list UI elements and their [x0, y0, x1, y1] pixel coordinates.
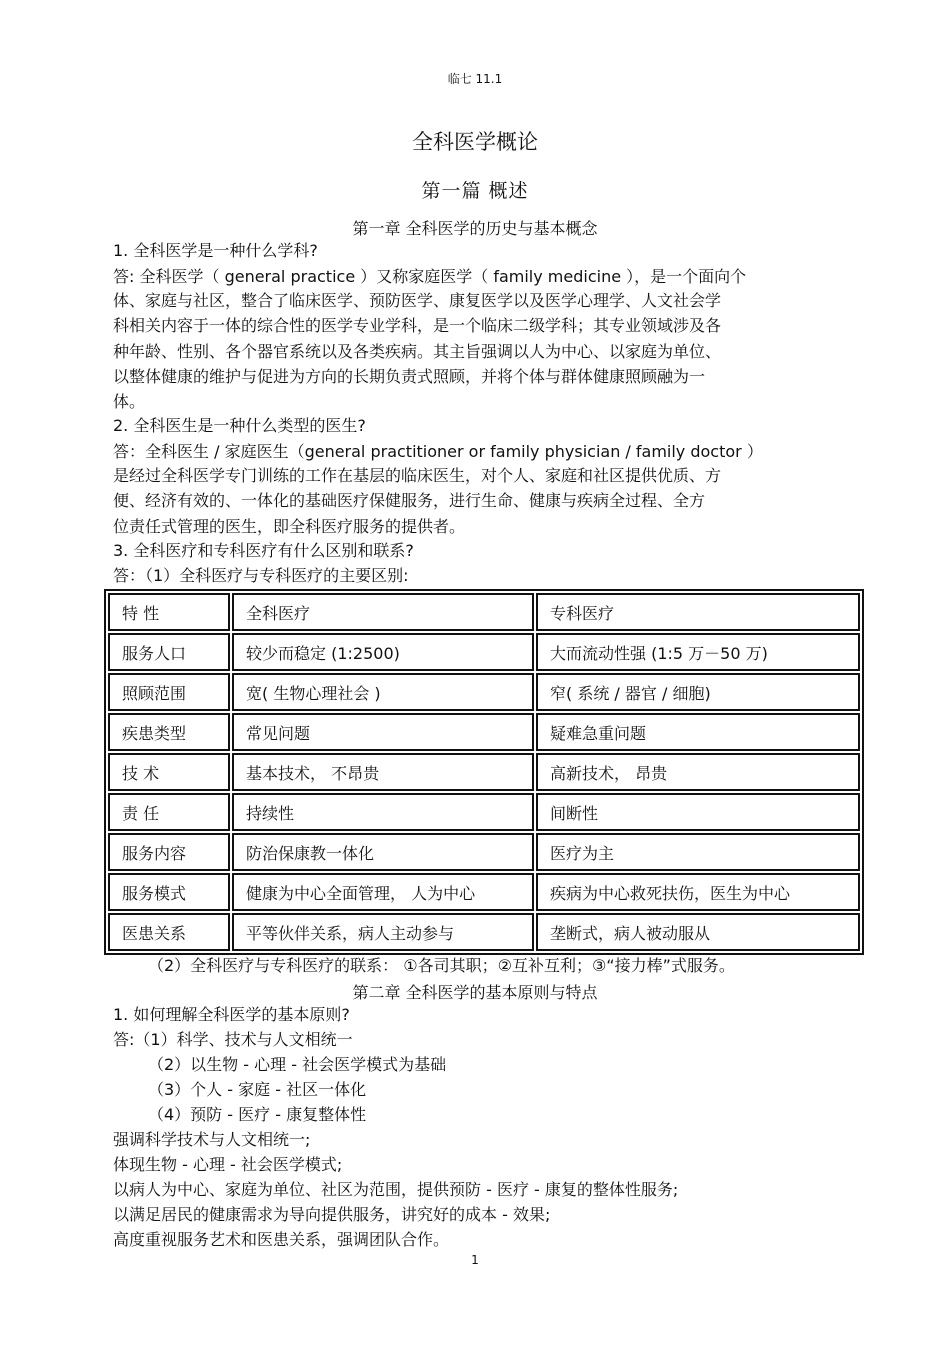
table-cell: 疑难急重问题 [536, 713, 860, 751]
answer-1-line: 体、家庭与社区，整合了临床医学、预防医学、康复医学以及医学心理学、人文社会学 [113, 291, 722, 310]
table-row [108, 673, 860, 711]
answer-1-line: 科相关内容于一体的综合性的医学专业学科，是一个临床二级学科；其专业领域涉及各 [113, 316, 722, 335]
answer-1-line: 种年龄、性别、各个器官系统以及各类疾病。其主旨强调以人为中心、以家庭为单位、 [113, 342, 722, 361]
question-2: 2. 全科医生是一种什么类型的医生? [113, 416, 366, 435]
table-cell: 间断性 [536, 793, 860, 831]
document-title: 全科医学概论 [412, 130, 538, 154]
table-header-cell: 特 性 [108, 593, 230, 631]
table-cell: 疾病为中心救死扶伤，医生为中心 [536, 873, 860, 911]
table-cell: 大而流动性强 (1:5 万－50 万) [536, 633, 860, 671]
table-cell: 高新技术， 昂贵 [536, 753, 860, 791]
table-cell: 平等伙伴关系，病人主动参与 [232, 913, 534, 951]
table-cell: 窄( 系统 / 器官 / 细胞) [536, 673, 860, 711]
answer-4-item: （3）个人 - 家庭 - 社区一体化 [148, 1080, 367, 1099]
table-row [108, 753, 860, 791]
table-cell: 医疗为主 [536, 833, 860, 871]
table-cell: 常见问题 [232, 713, 534, 751]
comparison-table [104, 589, 864, 955]
table-header-row [108, 593, 860, 631]
table-row [108, 913, 860, 951]
page-header: 临七 11.1 [447, 72, 503, 86]
answer-1-line: 体。 [113, 392, 146, 411]
table-cell: 持续性 [232, 793, 534, 831]
table-cell: 技 术 [108, 753, 230, 791]
table-cell: 医患关系 [108, 913, 230, 951]
answer-1-line: 以整体健康的维护与促进为方向的长期负责式照顾，并将个体与群体健康照顾融为一 [113, 367, 706, 386]
answer-4-note: 以满足居民的健康需求为导向提供服务，讲究好的成本 - 效果; [113, 1205, 551, 1224]
answer-2-line: 是经过全科医学专门训练的工作在基层的临床医生，对个人、家庭和社区提供优质、方 [113, 466, 722, 485]
table-cell: 服务内容 [108, 833, 230, 871]
table-header-cell: 专科医疗 [536, 593, 860, 631]
table-row [108, 793, 860, 831]
table-cell: 垄断式，病人被动服从 [536, 913, 860, 951]
table-header-cell: 全科医疗 [232, 593, 534, 631]
answer-2-line: 便、经济有效的、一体化的基础医疗保健服务，进行生命、健康与疾病全过程、全方 [113, 491, 706, 510]
table-cell: 照顾范围 [108, 673, 230, 711]
answer-1-line: 答: 全科医学（ general practice ）又称家庭医学（ family medicine ），是一个面向个 [113, 267, 747, 286]
answer-4-item: （4）预防 - 医疗 - 康复整体性 [148, 1105, 367, 1124]
table-row [108, 633, 860, 671]
table-cell: 防治保康教一体化 [232, 833, 534, 871]
table-cell: 疾患类型 [108, 713, 230, 751]
question-1: 1. 全科医学是一种什么学科? [113, 241, 318, 260]
table-cell: 服务模式 [108, 873, 230, 911]
part-title: 第一篇 概述 [421, 180, 529, 202]
answer-2-line: 答：全科医生 / 家庭医生（general practitioner or family physician / family doctor ） [113, 442, 763, 461]
table-cell: 较少而稳定 (1:2500) [232, 633, 534, 671]
answer-3-intro: 答：（1）全科医疗与专科医疗的主要区别: [113, 566, 409, 585]
page-number: 1 [471, 1253, 479, 1267]
answer-4-line: 答:（1）科学、技术与人文相统一 [113, 1030, 353, 1049]
answer-4-note: 体现生物 - 心理 - 社会医学模式; [113, 1155, 343, 1174]
table-cell: 健康为中心全面管理， 人为中心 [232, 873, 534, 911]
table-row [108, 873, 860, 911]
answer-2-line: 位责任式管理的医生，即全科医疗服务的提供者。 [113, 517, 466, 536]
table-row [108, 833, 860, 871]
answer-4-item: （2）以生物 - 心理 - 社会医学模式为基础 [148, 1055, 447, 1074]
question-3: 3. 全科医疗和专科医疗有什么区别和联系? [113, 541, 414, 560]
answer-4-note: 高度重视服务艺术和医患关系，强调团队合作。 [113, 1230, 450, 1249]
table-cell: 服务人口 [108, 633, 230, 671]
answer-4-note: 以病人为中心、家庭为单位、社区为范围，提供预防 - 医疗 - 康复的整体性服务; [113, 1180, 679, 1199]
question-4: 1. 如何理解全科医学的基本原则? [113, 1005, 350, 1024]
table-row [108, 713, 860, 751]
chapter-1-heading: 第一章 全科医学的历史与基本概念 [352, 219, 598, 238]
table-cell: 宽( 生物心理社会 ) [232, 673, 534, 711]
answer-3-relation: （2）全科医疗与专科医疗的联系： ①各司其职；②互补互利；③“接力棒”式服务。 [148, 956, 735, 975]
answer-4-note: 强调科学技术与人文相统一; [113, 1130, 311, 1149]
chapter-2-heading: 第二章 全科医学的基本原则与特点 [352, 983, 598, 1002]
table-cell: 责 任 [108, 793, 230, 831]
table-cell: 基本技术， 不昂贵 [232, 753, 534, 791]
